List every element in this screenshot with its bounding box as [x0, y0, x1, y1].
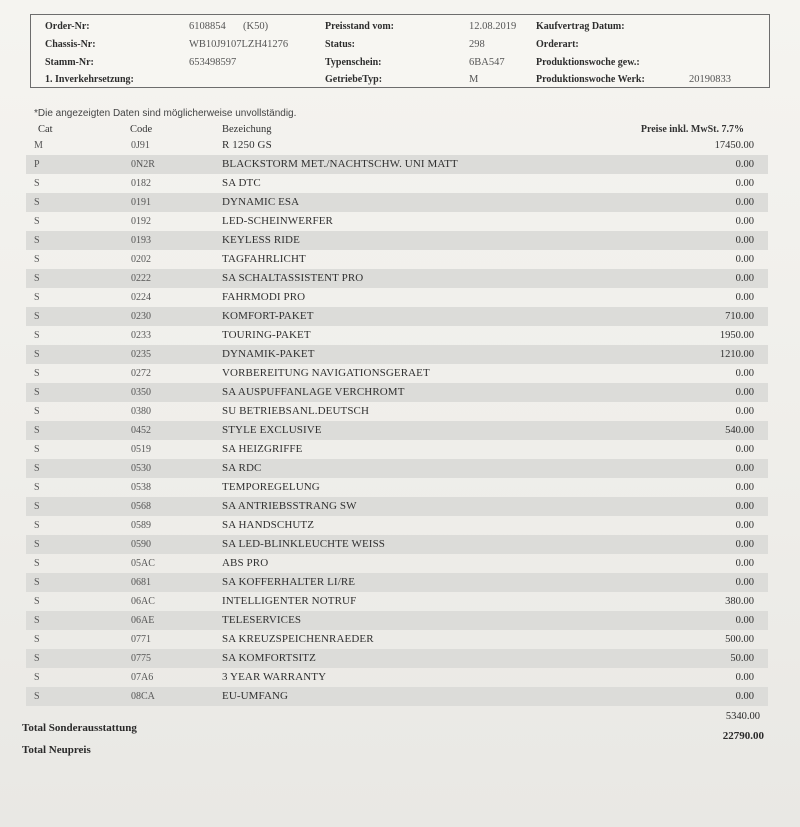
row-cat: S — [34, 444, 40, 455]
row-code: 0589 — [131, 520, 151, 531]
row-code: 0538 — [131, 482, 151, 493]
row-price: 1950.00 — [719, 330, 754, 341]
row-code: 07A6 — [131, 672, 154, 683]
table-row — [26, 269, 768, 288]
stamm-nr-value: 653498597 — [189, 57, 237, 68]
row-code: 0568 — [131, 501, 151, 512]
row-description: KEYLESS RIDE — [222, 234, 300, 246]
row-description: SU BETRIEBSANL.DEUTSCH — [222, 405, 370, 417]
table-row — [26, 497, 768, 516]
row-cat: S — [34, 292, 40, 303]
row-cat: S — [34, 596, 40, 607]
kaufvertrag-datum-label: Kaufvertrag Datum: — [536, 21, 625, 32]
row-description: SA HEIZGRIFFE — [222, 443, 303, 455]
order-nr-value: 6108854 — [189, 21, 226, 32]
row-price: 0.00 — [735, 615, 754, 626]
row-price: 380.00 — [725, 596, 754, 607]
table-row — [26, 155, 768, 174]
row-code: 0452 — [131, 425, 151, 436]
table-row — [26, 288, 768, 307]
row-description: TELESERVICES — [222, 614, 302, 626]
row-description: TEMPOREGELUNG — [222, 481, 320, 493]
row-code: 06AE — [131, 615, 155, 626]
row-price: 0.00 — [735, 368, 754, 379]
row-cat: S — [34, 482, 40, 493]
table-row — [26, 592, 768, 611]
produktionswoche-werk-value: 20190833 — [689, 74, 731, 85]
row-description: FAHRMODI PRO — [222, 291, 306, 303]
row-cat: S — [34, 178, 40, 189]
row-price: 0.00 — [735, 463, 754, 474]
row-price: 0.00 — [735, 235, 754, 246]
row-price: 0.00 — [735, 216, 754, 227]
table-row — [26, 307, 768, 326]
row-description: INTELLIGENTER NOTRUF — [222, 595, 357, 607]
row-price: 0.00 — [735, 292, 754, 303]
row-price: 0.00 — [735, 273, 754, 284]
table-row — [26, 516, 768, 535]
row-cat: S — [34, 615, 40, 626]
row-price: 1210.00 — [719, 349, 754, 360]
row-cat: S — [34, 539, 40, 550]
table-row — [26, 535, 768, 554]
row-price: 0.00 — [735, 254, 754, 265]
row-price: 0.00 — [735, 178, 754, 189]
row-description: SA ANTRIEBSSTRANG SW — [222, 500, 357, 512]
row-description: DYNAMIK-PAKET — [222, 348, 315, 360]
row-cat: S — [34, 577, 40, 588]
chassis-nr-label: Chassis-Nr: — [45, 39, 96, 50]
row-code: 05AC — [131, 558, 155, 569]
row-description: SA KOMFORTSITZ — [222, 652, 316, 664]
row-price: 0.00 — [735, 406, 754, 417]
row-description: EU-UMFANG — [222, 690, 289, 702]
preisstand-label: Preisstand vom: — [325, 21, 394, 32]
row-code: 0222 — [131, 273, 151, 284]
row-description: SA KREUZSPEICHENRAEDER — [222, 633, 374, 645]
getriebetyp-value: M — [469, 74, 479, 85]
row-code: 0J91 — [131, 140, 150, 151]
row-cat: S — [34, 368, 40, 379]
row-cat: S — [34, 235, 40, 246]
row-cat: S — [34, 558, 40, 569]
row-description: KOMFORT-PAKET — [222, 310, 314, 322]
row-code: 0272 — [131, 368, 151, 379]
table-row — [26, 649, 768, 668]
row-cat: S — [34, 463, 40, 474]
table-row — [26, 383, 768, 402]
row-cat: P — [34, 159, 40, 170]
row-cat: M — [34, 140, 43, 151]
row-price: 0.00 — [735, 387, 754, 398]
row-cat: S — [34, 311, 40, 322]
column-header-bezeichnung: Bezeichung — [222, 124, 272, 135]
row-cat: S — [34, 425, 40, 436]
row-code: 0192 — [131, 216, 151, 227]
row-price: 540.00 — [725, 425, 754, 436]
row-code: 0590 — [131, 539, 151, 550]
status-label: Status: — [325, 39, 356, 50]
row-code: 0N2R — [131, 159, 155, 170]
table-row — [26, 687, 768, 706]
row-description: TOURING-PAKET — [222, 329, 311, 341]
typenschein-label: Typenschein: — [325, 57, 382, 68]
incomplete-data-note: *Die angezeigten Daten sind möglicherweise unvollständig. — [34, 108, 297, 119]
row-code: 0380 — [131, 406, 151, 417]
row-code: 0224 — [131, 292, 151, 303]
table-row — [26, 326, 768, 345]
row-cat: S — [34, 520, 40, 531]
status-value: 298 — [469, 39, 485, 50]
row-cat: S — [34, 634, 40, 645]
table-row — [26, 174, 768, 193]
table-row — [26, 573, 768, 592]
row-description: SA LED-BLINKLEUCHTE WEISS — [222, 538, 386, 550]
row-description: SA HANDSCHUTZ — [222, 519, 315, 531]
row-description: 3 YEAR WARRANTY — [222, 671, 327, 683]
table-row — [26, 554, 768, 573]
table-row — [26, 421, 768, 440]
row-code: 0233 — [131, 330, 151, 341]
row-price: 0.00 — [735, 691, 754, 702]
total-sonderausstattung-label: Total Sonderausstattung — [22, 722, 137, 734]
total-sonderausstattung-value: 5340.00 — [725, 711, 760, 722]
total-neupreis-label: Total Neupreis — [22, 744, 91, 756]
row-cat: S — [34, 653, 40, 664]
row-cat: S — [34, 216, 40, 227]
column-header-cat: Cat — [38, 124, 53, 135]
row-cat: S — [34, 349, 40, 360]
table-row — [26, 231, 768, 250]
row-code: 0193 — [131, 235, 151, 246]
inverkehrsetzung-label: 1. Inverkehrsetzung: — [45, 74, 134, 85]
row-price: 710.00 — [725, 311, 754, 322]
row-price: 0.00 — [735, 197, 754, 208]
row-cat: S — [34, 691, 40, 702]
table-row — [26, 611, 768, 630]
row-description: VORBEREITUNG NAVIGATIONSGERAET — [222, 367, 430, 379]
row-description: SA SCHALTASSISTENT PRO — [222, 272, 364, 284]
row-description: R 1250 GS — [222, 139, 272, 151]
table-row — [26, 345, 768, 364]
getriebetyp-label: GetriebeTyp: — [325, 74, 383, 85]
row-code: 0182 — [131, 178, 151, 189]
row-price: 50.00 — [730, 653, 754, 664]
chassis-nr-value: WB10J9107LZH41276 — [189, 39, 289, 50]
table-row — [26, 630, 768, 649]
row-description: LED-SCHEINWERFER — [222, 215, 333, 227]
table-row — [26, 212, 768, 231]
order-header-box — [30, 14, 770, 88]
orderart-label: Orderart: — [536, 39, 579, 50]
row-code: 0191 — [131, 197, 151, 208]
stamm-nr-label: Stamm-Nr: — [45, 57, 94, 68]
row-code: 06AC — [131, 596, 155, 607]
row-code: 0771 — [131, 634, 151, 645]
table-row — [26, 459, 768, 478]
row-price: 0.00 — [735, 501, 754, 512]
preisstand-value: 12.08.2019 — [469, 21, 517, 32]
row-description: SA AUSPUFFANLAGE VERCHROMT — [222, 386, 405, 398]
table-row — [26, 193, 768, 212]
row-cat: S — [34, 406, 40, 417]
row-description: DYNAMIC ESA — [222, 196, 300, 208]
row-code: 0775 — [131, 653, 151, 664]
row-cat: S — [34, 197, 40, 208]
row-code: 0235 — [131, 349, 151, 360]
row-description: SA RDC — [222, 462, 262, 474]
produktionswoche-werk-label: Produktionswoche Werk: — [536, 74, 645, 85]
row-cat: S — [34, 273, 40, 284]
order-nr-suffix: (K50) — [243, 21, 269, 32]
row-description: BLACKSTORM MET./NACHTSCHW. UNI MATT — [222, 158, 458, 170]
row-description: TAGFAHRLICHT — [222, 253, 306, 265]
row-price: 0.00 — [735, 159, 754, 170]
table-row — [26, 478, 768, 497]
row-price: 500.00 — [725, 634, 754, 645]
row-price: 0.00 — [735, 558, 754, 569]
row-price: 0.00 — [735, 444, 754, 455]
row-code: 0681 — [131, 577, 151, 588]
row-code: 08CA — [131, 691, 155, 702]
row-cat: S — [34, 330, 40, 341]
row-cat: S — [34, 254, 40, 265]
row-cat: S — [34, 501, 40, 512]
table-row — [26, 136, 768, 155]
table-row — [26, 364, 768, 383]
row-cat: S — [34, 672, 40, 683]
row-price: 17450.00 — [714, 140, 754, 151]
options-table — [26, 136, 768, 706]
row-description: STYLE EXCLUSIVE — [222, 424, 322, 436]
row-code: 0530 — [131, 463, 151, 474]
typenschein-value: 6BA547 — [469, 57, 505, 68]
row-code: 0519 — [131, 444, 151, 455]
order-nr-label: Order-Nr: — [45, 21, 90, 32]
row-code: 0230 — [131, 311, 151, 322]
row-price: 0.00 — [735, 520, 754, 531]
row-price: 0.00 — [735, 482, 754, 493]
produktionswoche-gew-label: Produktionswoche gew.: — [536, 57, 640, 68]
table-row — [26, 440, 768, 459]
total-neupreis-value: 22790.00 — [722, 730, 764, 742]
column-header-code: Code — [130, 124, 153, 135]
row-price: 0.00 — [735, 672, 754, 683]
row-price: 0.00 — [735, 539, 754, 550]
table-row — [26, 250, 768, 269]
row-code: 0202 — [131, 254, 151, 265]
column-header-price: Preise inkl. MwSt. 7.7% — [640, 124, 744, 135]
row-code: 0350 — [131, 387, 151, 398]
row-description: ABS PRO — [222, 557, 269, 569]
table-row — [26, 668, 768, 687]
row-description: SA DTC — [222, 177, 261, 189]
table-row — [26, 402, 768, 421]
row-price: 0.00 — [735, 577, 754, 588]
row-cat: S — [34, 387, 40, 398]
row-description: SA KOFFERHALTER LI/RE — [222, 576, 356, 588]
